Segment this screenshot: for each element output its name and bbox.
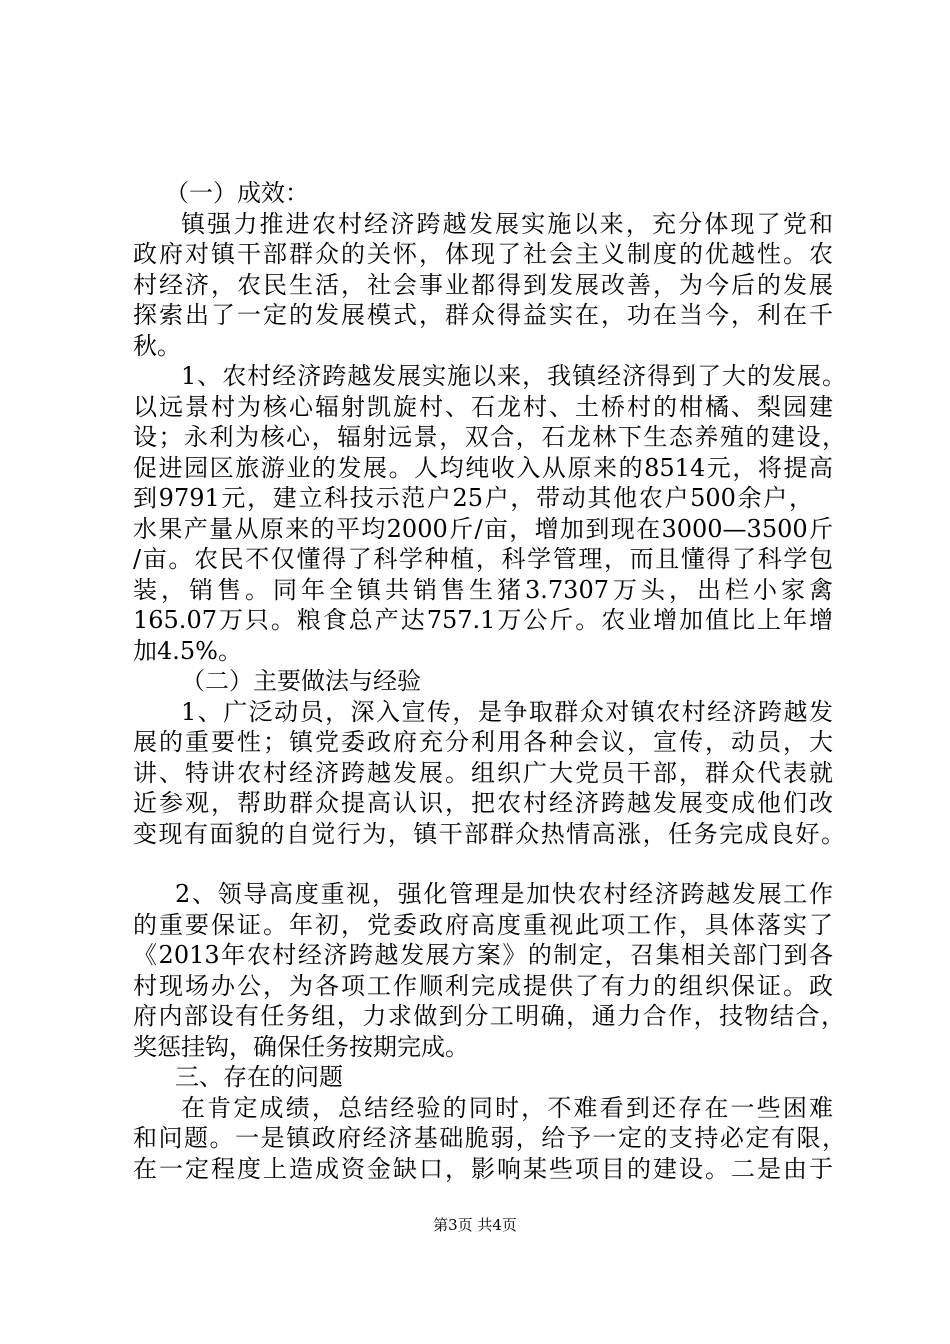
paragraph-line: 村现场办公，为各项工作顺利完成提供了有力的组织保证。政 — [133, 972, 833, 1000]
paragraph-line: 近参观，帮助群众提高认识，把农村经济跨越发展变成他们改 — [133, 789, 833, 817]
paragraph-line: 165.07万只。粮食总产达757.1万公斤。农业增加值比上年增 — [133, 606, 833, 634]
paragraph-line: 秋。 — [133, 332, 181, 360]
paragraph-line: 和问题。一是镇政府经济基础脆弱，给予一定的支持必定有限， — [133, 1124, 846, 1152]
section-heading-methods: （二）主要做法与经验 — [181, 667, 421, 695]
paragraph-line: 变现有面貌的自觉行为，镇干部群众热情高涨，任务完成良好。 — [133, 820, 845, 848]
paragraph-line: 设；永利为核心，辐射远景，双合，石龙林下生态养殖的建设， — [133, 423, 846, 451]
paragraph-line: 促进园区旅游业的发展。人均纯收入从原来的8514元，将提高 — [133, 454, 833, 482]
paragraph-line: 《2013年农村经济跨越发展方案》的制定，召集相关部门到各 — [133, 941, 833, 969]
paragraph-line: 1、农村经济跨越发展实施以来，我镇经济得到了大的发展。 — [181, 362, 846, 390]
section-heading-results: （一）成效： — [165, 179, 309, 207]
paragraph-line: 奖惩挂钩，确保任务按期完成。 — [133, 1033, 469, 1061]
paragraph-line: 以远景村为核心辐射凯旋村、石龙村、土桥村的柑橘、梨园建 — [133, 393, 833, 421]
paragraph-line: 到9791元，建立科技示范户25户，带动其他农户500余户， — [133, 484, 813, 512]
paragraph-line: /亩。农民不仅懂得了科学种植，科学管理，而且懂得了科学包 — [133, 545, 833, 573]
paragraph-line: 讲、特讲农村经济跨越发展。组织广大党员干部，群众代表就 — [133, 759, 833, 787]
paragraph-line: 加4.5%。 — [133, 637, 242, 665]
paragraph-line: 政府对镇干部群众的关怀，体现了社会主义制度的优越性。农 — [133, 240, 833, 268]
paragraph-line: 装，销售。同年全镇共销售生猪3.7307万头，出栏小家禽 — [133, 576, 833, 604]
paragraph-line: 在肯定成绩，总结经验的同时，不难看到还存在一些困难 — [181, 1094, 833, 1122]
paragraph-line: 村经济，农民生活，社会事业都得到发展改善，为今后的发展 — [133, 271, 833, 299]
paragraph-line: 探索出了一定的发展模式，群众得益实在，功在当今，利在千 — [133, 301, 833, 329]
paragraph-line: 的重要保证。年初，党委政府高度重视此项工作，具体落实了 — [133, 911, 833, 939]
paragraph-line: 府内部设有任务组，力求做到分工明确，通力合作，技物结合， — [133, 1002, 845, 1030]
section-heading-problems: 三、存在的问题 — [175, 1063, 343, 1091]
page-number-footer: 第3页 共4页 — [433, 1216, 517, 1234]
paragraph-line: 2、领导高度重视，强化管理是加快农村经济跨越发展工作 — [175, 880, 833, 908]
paragraph-line: 镇强力推进农村经济跨越发展实施以来，充分体现了党和 — [181, 210, 833, 238]
paragraph-line: 展的重要性；镇党委政府充分利用各种会议，宣传，动员，大 — [133, 728, 833, 756]
paragraph-line: 1、广泛动员，深入宣传，是争取群众对镇农村经济跨越发 — [181, 698, 833, 726]
paragraph-line: 水果产量从原来的平均2000斤/亩，增加到现在3000—3500斤 — [133, 515, 833, 543]
paragraph-line: 在一定程度上造成资金缺口，影响某些项目的建设。二是由于 — [133, 1155, 833, 1183]
